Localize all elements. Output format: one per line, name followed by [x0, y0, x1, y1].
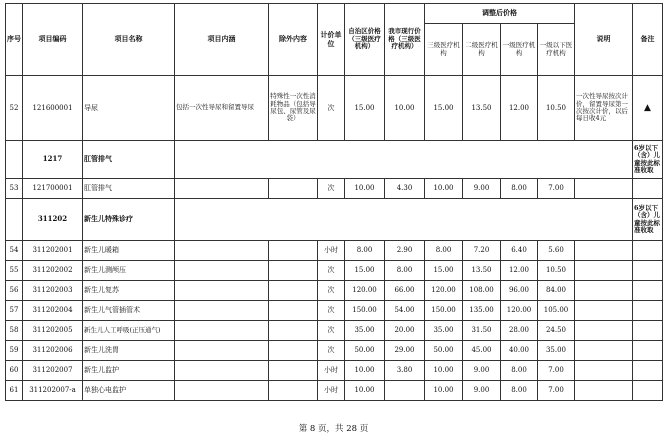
cell-city-price: 2.90: [385, 241, 425, 261]
cell-remark: [633, 281, 663, 301]
header-below1: 一级以下医疗机构: [538, 24, 575, 76]
cell-empty: [175, 199, 633, 241]
cell-seq: [6, 141, 23, 179]
cell-exclude: [269, 281, 318, 301]
cell-content: [175, 281, 269, 301]
cell-note: [575, 381, 633, 401]
cell-exclude: [269, 179, 318, 199]
cell-city-price: 29.00: [385, 341, 425, 361]
cell-note: [575, 301, 633, 321]
cell-name: 单独心电监护: [83, 381, 175, 401]
cell-note: [575, 361, 633, 381]
page-number: 第 8 页，共 28 页: [298, 424, 369, 434]
header-level2: 二级医疗机构: [463, 24, 501, 76]
cell-region-price: 10.00: [345, 361, 385, 381]
cell-code: 121700001: [23, 179, 83, 199]
cell-note: [575, 241, 633, 261]
cell-unit: 小时: [318, 381, 345, 401]
cell-exclude: [269, 301, 318, 321]
cell-seq: 54: [6, 241, 23, 261]
header-unit: 计价单位: [318, 4, 345, 76]
cell-level3: 10.00: [425, 381, 463, 401]
cell-seq: 53: [6, 179, 23, 199]
header-seq: 序号: [6, 4, 23, 76]
cell-code: 311202005: [23, 321, 83, 341]
cell-level1: 8.00: [501, 381, 538, 401]
cell-level3: 35.00: [425, 321, 463, 341]
cell-note: [575, 281, 633, 301]
header-region-price: 自治区价格（三级医疗机构）: [345, 4, 385, 76]
cell-unit: 次: [318, 321, 345, 341]
header-content: 项目内涵: [175, 4, 269, 76]
cell-level1: 40.00: [501, 341, 538, 361]
header-level1: 一级医疗机构: [501, 24, 538, 76]
cell-note: [575, 179, 633, 199]
table-row: [6, 281, 663, 301]
cell-level3: 8.00: [425, 241, 463, 261]
table-row: [6, 301, 663, 321]
cell-name: 新生儿复苏: [83, 281, 175, 301]
cell-unit: 小时: [318, 241, 345, 261]
cell-level1: 120.00: [501, 301, 538, 321]
cell-unit: 次: [318, 301, 345, 321]
cell-level2: 31.50: [463, 321, 501, 341]
cell-content: [175, 241, 269, 261]
cell-seq: 60: [6, 361, 23, 381]
cell-name: 肛管排气: [83, 179, 175, 199]
cell-region-price: 35.00: [345, 321, 385, 341]
header-exclude: 除外内容: [269, 4, 318, 76]
cell-content: [175, 361, 269, 381]
table-row: [6, 321, 663, 341]
cell-exclude: [269, 241, 318, 261]
cell-remark: 6岁以下（含）儿童按此标准收取: [633, 141, 663, 179]
cell-exclude: [269, 341, 318, 361]
cell-level2: 135.00: [463, 301, 501, 321]
cell-remark: [633, 261, 663, 281]
cell-seq: 61: [6, 381, 23, 401]
cell-level3: 150.00: [425, 301, 463, 321]
cell-content: [175, 261, 269, 281]
cell-remark: [633, 301, 663, 321]
cell-content: [175, 341, 269, 361]
cell-below1: 7.00: [538, 381, 575, 401]
cell-level2: 13.50: [463, 76, 501, 141]
table-row: [6, 241, 663, 261]
cell-name: 新生儿测颅压: [83, 261, 175, 281]
cell-level3: 10.00: [425, 361, 463, 381]
table-row: [6, 381, 663, 401]
cell-city-price: 8.00: [385, 261, 425, 281]
cell-name: 新生儿监护: [83, 361, 175, 381]
cell-below1: 10.50: [538, 76, 575, 141]
cell-unit: 次: [318, 76, 345, 141]
header-note: 说明: [575, 4, 633, 76]
cell-name: 新生儿洗胃: [83, 341, 175, 361]
cell-region-price: 120.00: [345, 281, 385, 301]
cell-level2: 108.00: [463, 281, 501, 301]
cell-exclude: [269, 321, 318, 341]
cell-seq: 59: [6, 341, 23, 361]
cell-seq: 55: [6, 261, 23, 281]
cell-level1: 12.00: [501, 261, 538, 281]
cell-level2: 9.00: [463, 361, 501, 381]
cell-note: 一次性导尿按次计价，留置导尿第一次按次计价，以后每日收4元: [575, 76, 633, 141]
cell-below1: 5.60: [538, 241, 575, 261]
cell-region-price: 10.00: [345, 179, 385, 199]
cell-content: [175, 301, 269, 321]
header-level3: 三级医疗机构: [425, 24, 463, 76]
cell-unit: 次: [318, 341, 345, 361]
category-row: [6, 141, 663, 179]
triangle-icon: ▲: [633, 76, 663, 141]
cell-remark: [633, 361, 663, 381]
cell-level1: 96.00: [501, 281, 538, 301]
header-name: 项目名称: [83, 4, 175, 76]
cell-note: [575, 321, 633, 341]
cell-level3: 10.00: [425, 179, 463, 199]
cell-level2: 7.20: [463, 241, 501, 261]
cell-note: [575, 261, 633, 281]
cell-remark: [633, 321, 663, 341]
cell-name: 导尿: [83, 76, 175, 141]
cell-seq: 57: [6, 301, 23, 321]
cell-code: 1217: [23, 141, 83, 179]
table-row: [6, 261, 663, 281]
table-row: [6, 179, 663, 199]
cell-level1: 12.00: [501, 76, 538, 141]
cell-city-price: [385, 381, 425, 401]
cell-remark: [633, 341, 663, 361]
cell-code: 311202004: [23, 301, 83, 321]
cell-level2: 13.50: [463, 261, 501, 281]
cell-region-price: 15.00: [345, 76, 385, 141]
cell-code: 311202007-a: [23, 381, 83, 401]
cell-level3: 50.00: [425, 341, 463, 361]
cell-below1: 7.00: [538, 179, 575, 199]
cell-level1: 6.40: [501, 241, 538, 261]
cell-below1: 10.50: [538, 261, 575, 281]
cell-below1: 24.50: [538, 321, 575, 341]
cell-seq: 52: [6, 76, 23, 141]
cell-exclude: 特殊性一次性消耗物品（包括导尿包、尿管及尿袋）: [269, 76, 318, 141]
cell-city-price: 3.80: [385, 361, 425, 381]
cell-code: 311202007: [23, 361, 83, 381]
cell-below1: 7.00: [538, 361, 575, 381]
cell-city-price: 20.00: [385, 321, 425, 341]
cell-name: 肛管排气: [83, 141, 175, 179]
cell-remark: 6岁以下（含）儿童按此标准收取: [633, 199, 663, 241]
cell-region-price: 50.00: [345, 341, 385, 361]
cell-empty: [175, 141, 633, 179]
cell-level1: 8.00: [501, 179, 538, 199]
cell-exclude: [269, 261, 318, 281]
cell-code: 311202001: [23, 241, 83, 261]
cell-name: 新生儿暖箱: [83, 241, 175, 261]
cell-code: 311202002: [23, 261, 83, 281]
cell-region-price: 10.00: [345, 381, 385, 401]
cell-content: [175, 179, 269, 199]
header-adjusted: 调整后价格: [425, 4, 575, 24]
cell-remark: [633, 381, 663, 401]
cell-name: 新生儿气管插管术: [83, 301, 175, 321]
cell-exclude: [269, 381, 318, 401]
cell-level3: 15.00: [425, 261, 463, 281]
cell-code: 121600001: [23, 76, 83, 141]
cell-unit: 次: [318, 261, 345, 281]
header-remark: 备注: [633, 4, 663, 76]
cell-level1: 28.00: [501, 321, 538, 341]
cell-city-price: 54.00: [385, 301, 425, 321]
cell-name: 新生儿特殊诊疗: [83, 199, 175, 241]
price-table: [5, 3, 663, 401]
header-city-price: 我市现行价格（三级医疗机构）: [385, 4, 425, 76]
cell-exclude: [269, 361, 318, 381]
cell-content: [175, 321, 269, 341]
header-code: 项目编码: [23, 4, 83, 76]
cell-seq: 56: [6, 281, 23, 301]
cell-unit: 次: [318, 281, 345, 301]
cell-seq: [6, 199, 23, 241]
cell-unit: 次: [318, 179, 345, 199]
cell-region-price: 150.00: [345, 301, 385, 321]
cell-code: 311202: [23, 199, 83, 241]
cell-code: 311202006: [23, 341, 83, 361]
cell-level2: 9.00: [463, 179, 501, 199]
cell-level3: 120.00: [425, 281, 463, 301]
cell-remark: [633, 179, 663, 199]
category-row: [6, 199, 663, 241]
cell-level2: 9.00: [463, 381, 501, 401]
cell-city-price: 10.00: [385, 76, 425, 141]
cell-city-price: 4.30: [385, 179, 425, 199]
cell-seq: 58: [6, 321, 23, 341]
cell-content: [175, 381, 269, 401]
cell-level2: 45.00: [463, 341, 501, 361]
cell-region-price: 8.00: [345, 241, 385, 261]
cell-region-price: 15.00: [345, 261, 385, 281]
table-row: [6, 341, 663, 361]
cell-below1: 105.00: [538, 301, 575, 321]
cell-content: 包括一次性导尿和留置导尿: [175, 76, 269, 141]
cell-below1: 35.00: [538, 341, 575, 361]
cell-level1: 8.00: [501, 361, 538, 381]
cell-name: 新生儿人工呼吸(正压通气): [83, 321, 175, 341]
cell-city-price: 66.00: [385, 281, 425, 301]
cell-unit: 小时: [318, 361, 345, 381]
cell-code: 311202003: [23, 281, 83, 301]
cell-level3: 15.00: [425, 76, 463, 141]
cell-remark: [633, 241, 663, 261]
table-row: [6, 361, 663, 381]
table-row: [6, 76, 663, 141]
cell-below1: 84.00: [538, 281, 575, 301]
cell-note: [575, 341, 633, 361]
